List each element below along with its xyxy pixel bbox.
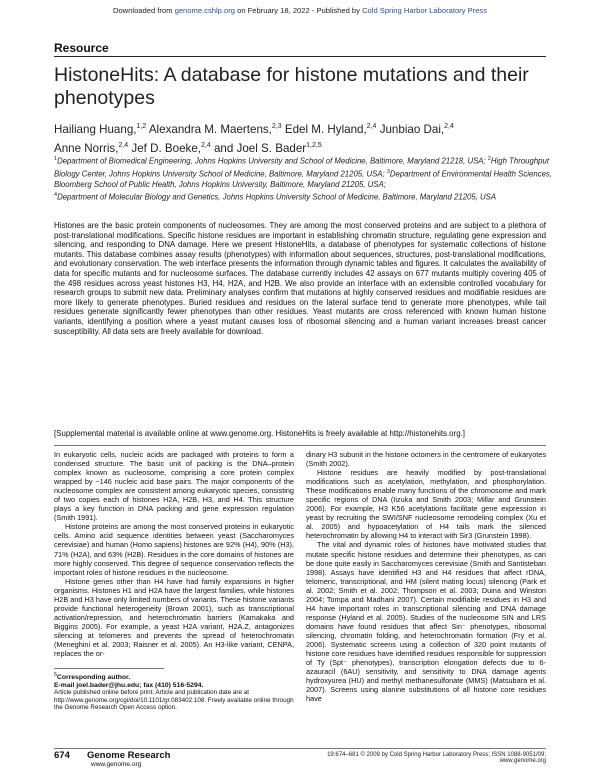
article-info: Article published online before print. Article and publication date are at http://www.genome.org/cgi/doi/10.1101/gr.083402.108. Freely available online through the Genome Research Open Access option. bbox=[54, 689, 294, 712]
right-column bbox=[306, 450, 546, 703]
author-list bbox=[54, 119, 554, 157]
author-name: Alexandra M. Maertens, bbox=[148, 122, 272, 136]
author-name: Edel M. Hyland, bbox=[284, 122, 367, 136]
paragraph: Histone proteins are among the most conserved proteins in eukaryotic cells. Amino acid sequence identities between yeast (Saccharomyces cerevisiae) and human (Homo sapiens) histones are 92% (H4), 90% (H3), 71% (H2A), and 63% (H2B). Residues in the core domains of histones are more highly conserved. This degree of sequence conservation reflects the important roles of histone residues in the nucleosome. bbox=[54, 522, 294, 577]
author-affil: 2,4 bbox=[118, 141, 129, 149]
download-banner bbox=[0, 6, 600, 15]
affiliation: Department of Molecular Biology and Genetics, Johns Hopkins University School of Medicine, Baltimore, Maryland 21205, USA bbox=[57, 192, 497, 202]
paragraph: Histone genes other than H4 have had family expansions in higher organisms. Histones H1 and H2A have the largest families, while histones H2B and H3 have only limited numbers of variants. These histone variants provide functional heterogeneity (Brown 2001), such as transcriptional activation/repression, and heterochromatin barriers (Kamakaka and Biggins 2005). For example, a yeast H2A variant, H2A.Z, antagonizes silencing at telomeres and prevents the spread of heterochromatin (Meneghini et al. 2003; Raisner et al. 2005). An H3-like variant, CENPA, replaces the or- bbox=[54, 576, 294, 659]
section-rule bbox=[54, 56, 546, 57]
affiliations bbox=[54, 154, 554, 203]
author-name: Hailiang Huang, bbox=[54, 122, 137, 136]
footnote bbox=[54, 668, 294, 712]
supplemental-note: [Supplemental material is available online at www.genome.org. HistoneHits is freely available at http://histonehits.org.] bbox=[54, 429, 465, 438]
abstract: Histones are the basic protein components of nucleosomes. They are among the most conserved proteins and are subject to a plethora of post-translational modifications. Specific histone residues are important in establishing chromatin structure, regulating gene expression and silencing, and responding to DNA damage. Here we present HistoneHits, a database of phenotypes for systematic collections of histone mutants. This database combines assay results (phenotypes) with information about sequences, structures, post-translational modifications, and evolutionary conservation. The web interface presents the information through dynamic tables and figures. It calculates the availability of data for specific mutants and for nucleosome surfaces. The database currently includes 42 assays on 677 mutants multiply covering 405 of the 498 residues across yeast histones H3, H4, H2A, and H2B. We also provide an interface with an extensible controlled vocabulary for research groups to submit new data. Preliminary analyses confirm that mutations at highly conserved residues and modifiable residues are more likely to generate phenotypes. Buried residues and residues on the lateral surface tend to generate more phenotypes, while tail residues generate significantly fewer phenotypes than other residues. Yeast mutants are cross referenced with known human histone variants, identifying a position where a yeast mutant causes loss of ribosomal silencing and a human variant increases breast cancer susceptibility. All data sets are freely available for download. bbox=[54, 221, 546, 336]
affiliation: High Throughput Biology Center, Johns Hopkins University School of Medicine, Baltimore, Maryland 21205, USA; bbox=[54, 156, 550, 179]
author-name: and Joel S. Bader bbox=[213, 141, 307, 155]
affil-sup: 4 bbox=[54, 191, 58, 198]
paragraph: The vital and dynamic roles of histones have motivated studies that mutate specific histone residues and determine their phenotypes, as can be done quite easily in Saccharomyces cerevisiae (Smith and Santisteban 1998). Assays have identified H3 and H4 residues that affect rDNA, telomeric, transcriptional, and HM (silent mating locus) silencing (Park et al. 2002; Smith et al. 2002; Thompson et al. 2003; Duina and Winston 2004; Tompa and Madhani 2007). Certain modifiable residues in H3 and H4 have important roles in transcriptional silencing and DNA damage response (Hyland et al. 2005). Studies of the nucleosome SIN and LRS domains have found residues that affect Sin⁻ phenotypes, ribosomal silencing, chromatin folding, and heterochromatin formation (Fry et al. 2006). Systematic screens using a collection of 320 point mutants of histone core residues have identified residues responsible for suppression of Ty (Spt⁻ phenotypes), transcription elongation defects due to 6-azauracil (6AU) sensitivity, and sensitivity to DNA damage agents hydroxyurea (HU) and methyl methanesulfonate (MMS) (Matsubara et al. 2007). Screens using alanine substitutions of all histone core residues have bbox=[306, 540, 546, 704]
affiliation: Department of Environmental Health Sciences, Bloomberg School of Public Health, Johns Hopkins University, Baltimore, Maryland 21205, USA; bbox=[54, 169, 552, 189]
footnote-sup: 5 bbox=[54, 672, 57, 678]
author-name: Anne Norris, bbox=[54, 141, 119, 155]
download-prefix: Downloaded from bbox=[112, 6, 173, 15]
page-number: 674 bbox=[54, 750, 70, 761]
journal-url[interactable]: www.genome.org bbox=[91, 761, 142, 768]
download-middle: on February 18, 2022 - Published by bbox=[237, 6, 360, 15]
download-link[interactable]: genome.cshlp.org bbox=[174, 6, 235, 15]
abstract-rule bbox=[54, 445, 546, 446]
footer-rule bbox=[54, 748, 546, 749]
paper-title: HistoneHits: A database for histone mutations and their phenotypes bbox=[54, 64, 529, 109]
journal-name: Genome Research bbox=[87, 750, 171, 761]
author-affil: 1,2 bbox=[136, 123, 147, 130]
author-affil: 2,4 bbox=[201, 141, 211, 149]
section-label: Resource bbox=[54, 41, 109, 55]
author-affil: 2,4 bbox=[366, 123, 377, 130]
author-affil: 2,3 bbox=[271, 123, 282, 130]
author-name: Jef D. Boeke, bbox=[131, 141, 202, 155]
paragraph: Histone residues are heavily modified by post-translational modifications such as acetylation, methylation, and phosphorylation. These modifications enable many functions of the chromosome and mark specific regions of DNA (Iizuka and Smith 2003; Millar and Grunstein 2006). For example, H3 K56 acetylations facilitate gene expression in yeast by recruiting the SWI/SNF nucleosome remodeling complex (Xu et al. 2005) and hypoacetylation of H4 tails mark the silenced heterochromatin by allowing H4 to interact with Sir3 (Grunstein 1998). bbox=[306, 468, 546, 541]
paragraph: dinary H3 subunit in the histone octomers in the centromere of eukaryotes (Smith 2002). bbox=[306, 450, 546, 469]
affil-sup: 3 bbox=[386, 168, 390, 175]
footnote-rule bbox=[54, 668, 164, 669]
author-affil: 1,2,5 bbox=[306, 141, 322, 149]
author-affil: 2,4 bbox=[444, 123, 454, 130]
publisher-link[interactable]: Cold Spring Harbor Laboratory Press bbox=[362, 6, 488, 15]
paragraph: In eukaryotic cells, nucleic acids are packaged with proteins to form a condensed structure. The basic unit of packing is the DNA–protein complex known as nucleosome, comprising a core protein complex wrapped by ~146 nucleic acid base pairs. The major components of the nucleosome complex are consistent among eukaryotic species, consisting of two copies each of histones H2A, H2B, H3, and H4. This structure plays a key function in DNA packing and gene expression regulation (Smith 1991). bbox=[54, 450, 294, 523]
left-column bbox=[54, 450, 294, 658]
author-name: Junbiao Dai, bbox=[379, 122, 445, 136]
affil-sup: 2 bbox=[487, 156, 491, 162]
affil-sup: 1 bbox=[54, 156, 58, 162]
affiliation: Department of Biomedical Engineering, Johns Hopkins University and School of Medicine, Baltimore, Maryland 21218, USA; bbox=[57, 156, 486, 166]
author-email[interactable]: E-mail joel.bader@jhu.edu; fax (410) 516-5294. bbox=[54, 681, 204, 689]
copyright: 19:674–681 © 2009 by Cold Spring Harbor Laboratory Press; ISSN 1088-9051/09; www.genome.org bbox=[327, 752, 546, 764]
corresponding-author: Corresponding author. bbox=[56, 674, 131, 682]
